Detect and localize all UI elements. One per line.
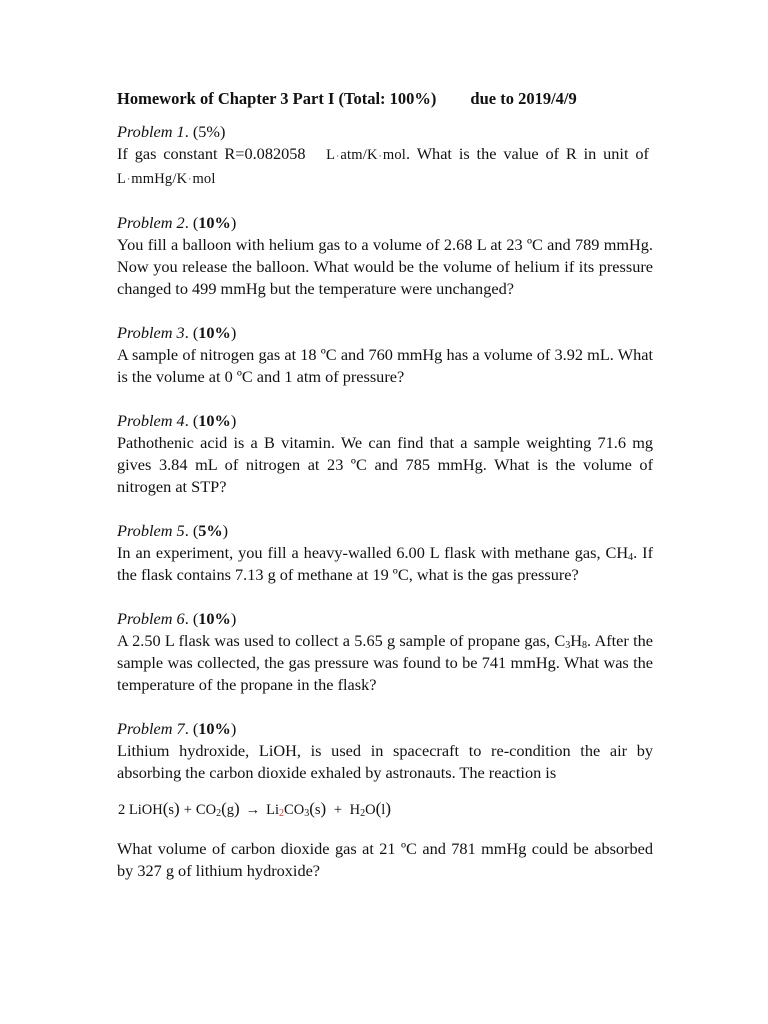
problem-name: Problem 2 — [117, 213, 185, 233]
problem-percent: 10% — [198, 213, 231, 233]
problem-text — [117, 542, 653, 586]
eq-term: H — [349, 802, 361, 819]
eq-term: Li — [266, 802, 280, 819]
subscript: 2 — [216, 808, 222, 820]
problem-name: Problem 7 — [117, 719, 185, 739]
eq-term: O — [365, 802, 376, 819]
problem-percent: 10% — [198, 411, 231, 431]
problem-3 — [117, 322, 653, 388]
eq-state: s — [168, 802, 175, 819]
problem-heading: Problem 3. (10%) — [117, 323, 237, 343]
subscript: 2 — [360, 808, 366, 820]
unit-part: atm/K — [340, 147, 378, 163]
problem-heading: Problem 2. (10%) — [117, 213, 237, 233]
eq-term: CO — [195, 802, 217, 819]
text-segment: . What is the value of R in unit of — [406, 144, 649, 163]
problem-heading: Problem 7. (10%) — [117, 719, 237, 739]
eq-state: l — [381, 802, 386, 819]
problem-name: Problem 1 — [117, 122, 185, 141]
title-text: Homework of Chapter 3 Part I (Total: 100%) — [117, 89, 437, 108]
unit-part: mol — [382, 147, 407, 163]
problem-name: Problem 4 — [117, 411, 185, 431]
problem-text: Lithium hydroxide, LiOH, is used in spacecraft to re-condition the air by absorbing the carbon dioxide exhaled by astronauts. The reaction is — [117, 741, 653, 783]
problem-6 — [117, 608, 653, 696]
document-title — [117, 88, 653, 112]
problem-1 — [117, 121, 653, 190]
unit-expression: L·mmHg/K·mol — [117, 170, 216, 187]
problem-2 — [117, 212, 653, 300]
eq-term: 2 LiOH — [118, 802, 163, 819]
problem-text — [117, 630, 653, 696]
unit-expression: L·atm/K·mol — [326, 147, 407, 163]
problem-name: Problem 6 — [117, 609, 185, 629]
problem-name: Problem 3 — [117, 323, 185, 343]
problem-heading: Problem 1. (5%) — [117, 122, 226, 141]
text-segment: H — [570, 631, 583, 651]
problem-7 — [117, 718, 653, 882]
subscript: 8 — [582, 640, 588, 652]
unit-part: L — [326, 147, 336, 163]
unit-part: mol — [192, 170, 216, 187]
eq-state: s — [314, 802, 321, 819]
subscript: 3 — [565, 640, 571, 652]
homework-document — [117, 88, 653, 904]
subscript: 3 — [304, 808, 310, 820]
problem-5 — [117, 520, 653, 586]
problem-text: You fill a balloon with helium gas to a volume of 2.68 L at 23 ºC and 789 mmHg. Now you release the balloon. What would be the volume of helium if its pressure changed to 499 mmHg but the temperature were unchanged? — [117, 235, 653, 299]
problem-heading: Problem 5. (5%) — [117, 521, 229, 541]
subscript: 2 — [279, 808, 285, 820]
problem-text: A sample of nitrogen gas at 18 ºC and 760 mmHg has a volume of 3.92 mL. What is the volume at 0 ºC and 1 atm of pressure? — [117, 345, 653, 387]
reaction-arrow-icon: → — [245, 802, 261, 819]
problem-text — [117, 143, 653, 190]
problem-name: Problem 5 — [117, 521, 185, 541]
problem-percent: 5% — [198, 122, 220, 141]
problem-percent: 10% — [198, 719, 231, 739]
unit-part: L — [117, 170, 127, 187]
problem-question: What volume of carbon dioxide gas at 21 ºC and 781 mmHg could be absorbed by 327 g of lithium hydroxide? — [117, 839, 653, 881]
due-date: due to 2019/4/9 — [470, 89, 577, 108]
eq-state: g — [226, 802, 234, 819]
problem-percent: 10% — [198, 323, 231, 343]
text-segment: . After the sample was collected, the gas pressure was found to be 741 mmHg. What was the temperature of the propane in the flask? — [117, 631, 653, 695]
text-segment: A 2.50 L flask was used to collect a 5.65 g sample of propane gas, C — [117, 631, 566, 651]
problem-4 — [117, 410, 653, 498]
text-segment: In an experiment, you fill a heavy-walled 6.00 L flask with methane gas, CH — [117, 543, 629, 563]
problem-percent: 10% — [198, 609, 231, 629]
problem-percent: 5% — [198, 521, 223, 541]
problem-text: Pathothenic acid is a B vitamin. We can find that a sample weighting 71.6 mg gives 3.84 mL of nitrogen at 23 ºC and 785 mmHg. What is the volume of nitrogen at STP? — [117, 433, 653, 497]
unit-part: mmHg/K — [131, 170, 188, 187]
problem-heading: Problem 6. (10%) — [117, 609, 237, 629]
text-segment: . If the flask contains 7.13 g of methane at 19 ºC, what is the gas pressure? — [117, 543, 654, 585]
chemical-equation: 2 LiOH(s) + $CO_2(g) \to Li_2CO_3(s) + H_2O(l)$ — [118, 799, 391, 820]
subscript: 4 — [628, 552, 634, 564]
eq-term: CO — [284, 802, 305, 819]
text-segment: If gas constant R=0.082058 — [117, 144, 306, 163]
problem-heading: Problem 4. (10%) — [117, 411, 237, 431]
